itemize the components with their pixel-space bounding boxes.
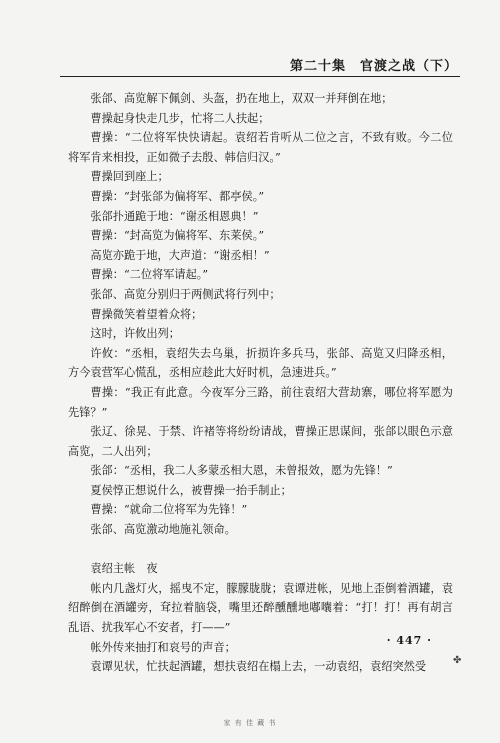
page-body <box>68 89 453 677</box>
paragraph: 张郃：“丞相，我二人多蒙丞相大恩，未曾报效，愿为先锋！” <box>90 464 393 478</box>
paragraph: 曹操：“就命二位将军为先锋！” <box>90 503 248 517</box>
running-header <box>60 52 460 77</box>
paragraph: 曹操：“封高览为偏将军、东莱侯。” <box>90 229 265 243</box>
margin-mark-icon: ✤ <box>453 655 462 666</box>
paragraph: 曹操：“封张郃为偏将军、都亭侯。” <box>90 189 265 203</box>
paragraph: 张郃、高览解下佩剑、头盔，扔在地上，双双一并拜倒在地； <box>90 92 393 105</box>
footer-stamp: 家 有 佳 藏 书 <box>223 719 277 727</box>
paragraph: 夏侯惇正想说什么，被曹操一抬手制止； <box>90 483 292 497</box>
paragraph: 高览亦跪于地，大声道：“谢丞相！” <box>90 248 270 262</box>
paragraph: 曹操：“二位将军请起。” <box>90 268 209 282</box>
page-number: · 447 · <box>386 634 432 647</box>
paragraph: 张郃、高览分别归于两侧武将行列中； <box>90 287 281 301</box>
paragraph: 曹操起身快走几步，忙将二人扶起； <box>90 111 270 125</box>
paragraph: 曹操：“二位将军快快请起。袁绍若肯听从二位之言，不致有败。今二位将军肯来相投，正如微子去殷、韩信归汉。” <box>68 131 453 164</box>
scene-heading: 袁绍主帐 夜 <box>90 562 158 576</box>
paragraph: 张郃扑通跪于地：“谢丞相恩典！” <box>90 209 259 223</box>
chapter-title: 第二十集 官渡之战（下） <box>289 59 458 74</box>
paragraph: 袁谭见状，忙扶起酒罐，想扶袁绍在榻上去，一动袁绍，袁绍突然受 <box>90 660 427 674</box>
paragraph: 张辽、徐晃、于禁、许褚等将纷纷请战，曹操正思谋间，张郃以眼色示意高览，二人出列； <box>68 425 453 458</box>
paragraph: 曹操回到座上； <box>90 170 169 184</box>
paragraph: 这时，许攸出列； <box>90 327 180 341</box>
paragraph: 张郃、高览激动地施礼领命。 <box>90 523 236 537</box>
paragraph: 许攸：“丞相，袁绍失去乌巢，折损许多兵马，张郃、高览又归降丞相，方今袁营军心慌乱，丞相应趁此大好时机，急速进兵。” <box>68 346 453 380</box>
paragraph: 曹操：“我正有此意。今夜军分三路，前往袁绍大营劫寨，哪位将军愿为先锋？” <box>68 385 453 419</box>
paragraph-gap <box>68 540 453 560</box>
paragraph: 帐内几盏灯火，摇曳不定，朦朦胧胧；袁谭进帐，见地上歪倒着酒罐，袁绍醉倒在酒罐旁，耷拉着脑袋，嘴里还醉醺醺地嘟囔着：“打！打！再有胡言乱语、扰我军心不安者，打——” <box>68 581 453 635</box>
paragraph: 曹操微笑着望着众将； <box>90 307 203 321</box>
paragraph: 帐外传来抽打和哀号的声音； <box>90 640 236 654</box>
